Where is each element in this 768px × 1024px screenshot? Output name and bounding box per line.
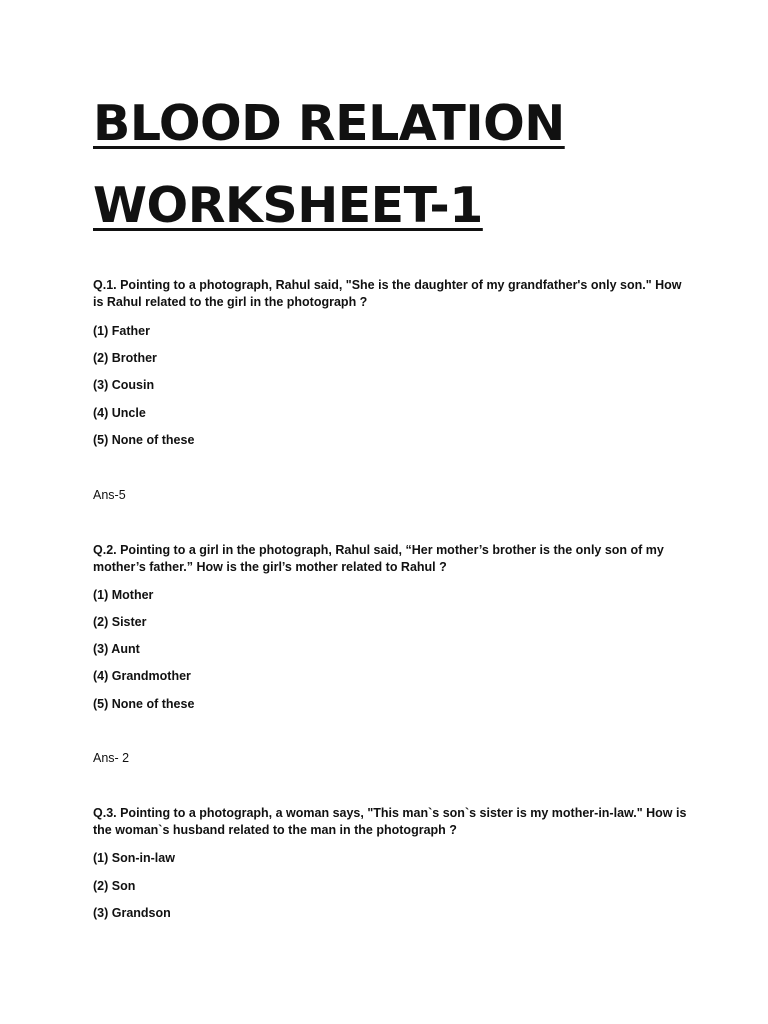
question-1-answer: Ans-5 — [93, 488, 126, 502]
question-1-text: Q.1. Pointing to a photograph, Rahul said, "She is the daughter of my grandfather's only son." How is Rahul related to the girl in the photograph ? — [93, 278, 682, 309]
question-2-option-1: (1) Mother — [93, 588, 154, 602]
page-title-line-1: BLOOD RELATION — [93, 95, 565, 152]
question-1-option-5: (5) None of these — [93, 433, 195, 447]
question-3-option-3: (3) Grandson — [93, 906, 171, 920]
question-1-option-1: (1) Father — [93, 324, 150, 338]
question-2-text: Q.2. Pointing to a girl in the photograph, Rahul said, “Her mother’s brother is the only son of my mother’s father.” How is the girl’s mother related to Rahul ? — [93, 543, 664, 574]
question-3-text: Q.3. Pointing to a photograph, a woman says, "This man`s son`s sister is my mother-in-law." How is the woman`s husband related to the man in the photograph ? — [93, 806, 687, 837]
question-2-option-3: (3) Aunt — [93, 642, 140, 656]
question-1-option-3: (3) Cousin — [93, 378, 155, 392]
page-title-line-2: WORKSHEET-1 — [93, 177, 483, 234]
question-2-answer: Ans- 2 — [93, 751, 130, 765]
question-1-option-2: (2) Brother — [93, 351, 157, 365]
question-2-option-2: (2) Sister — [93, 615, 147, 629]
question-3-option-2: (2) Son — [93, 879, 136, 893]
question-2-option-5: (5) None of these — [93, 697, 195, 711]
question-2-option-4: (4) Grandmother — [93, 669, 191, 683]
question-1-option-4: (4) Uncle — [93, 406, 146, 420]
question-3-option-1: (1) Son-in-law — [93, 851, 175, 865]
